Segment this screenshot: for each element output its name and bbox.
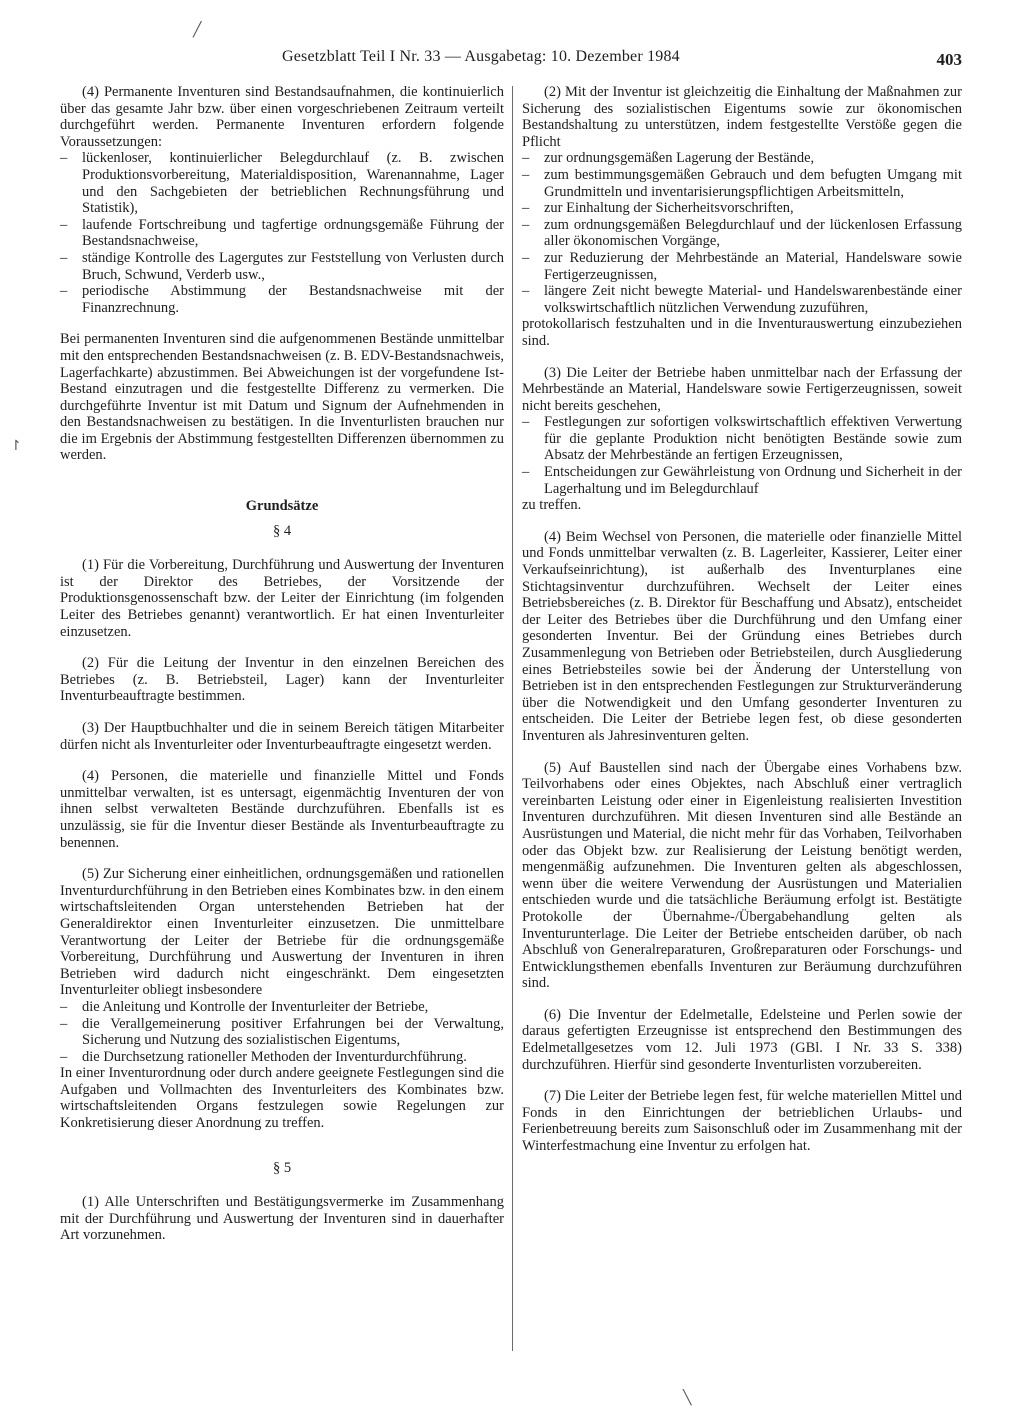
page-number: 403	[936, 50, 962, 69]
list-item: – ständige Kontrolle des Lagergutes zur Feststellung von Verlusten durch Bruch, Schwund, Verderb usw.,	[60, 250, 504, 283]
section-number-5: § 5	[272, 1159, 292, 1176]
list-item: – laufende Fortschreibung und tagfertige ordnungsgemäße Führung der Bestandsnachweise,	[60, 217, 504, 250]
inventory-lead-duties-list	[60, 999, 504, 1065]
paragraph-s5-1: (1) Alle Unterschriften und Bestätigungsvermerke im Zusammenhang mit der Durchführung und Auswertung der Inventuren sind in dauerhafter Art vorzunehmen.	[60, 1194, 504, 1244]
list-item: – zum ordnungsgemäßen Belegdurchlauf und der lückenlosen Erfassung aller ökonomischen Vorgänge,	[522, 217, 962, 250]
list-item: – die Anleitung und Kontrolle der Inventurleiter der Betriebe,	[60, 999, 504, 1016]
scan-speck-mark: ╱	[193, 22, 202, 38]
list-item: – zur Einhaltung der Sicherheitsvorschriften,	[522, 200, 962, 217]
paragraph-s4-4: (4) Personen, die materielle und finanzielle Mittel und Fonds unmittelbar verwalten, ist es untersagt, eigenmächtig Inventuren der von ihnen selbst verwalteten Bestände durchzuführen. Ebenfalls ist es unzulässig, sie für die Inventur dieser Bestände als Inventurbeauftragte zu benennen.	[60, 768, 504, 851]
paragraph-s4-5: (5) Zur Sicherung einer einheitlichen, ordnungsgemäßen und rationellen Inventurdurchführung in den Betrieben eines Kombinates bzw. in den einem wirtschaftsleitenden Organ unterstehenden Betrieben hat der Generaldirektor einen Inventurleiter einzusetzen. Die unmittelbare Verantwortung der Leiter der Betriebe für die ordnungsgemäße Vorbereitung, Durchführung und Auswertung der Inventuren in ihren Betrieben wird dadurch nicht eingeschränkt. Dem eingesetzten Inventurleiter obliegt insbesondere	[60, 866, 504, 999]
paragraph-2-intro: (2) Mit der Inventur ist gleichzeitig die Einhaltung der Maßnahmen zur Sicherung des sozialistischen Eigentums sowie zur ökonomischen Bestandshaltung zu unterstützen, indem festgestellte Verstöße gegen die Pflicht	[522, 84, 962, 150]
list-item: – längere Zeit nicht bewegte Material- und Handelswarenbestände einer volkswirtschaftlich nützlichen Verwendung zuzuführen,	[522, 283, 962, 316]
paragraph-3-closing: zu treffen.	[522, 497, 582, 514]
paragraph-4-intro: (4) Permanente Inventuren sind Bestandsaufnahmen, die kontinuierlich über das gesamte Jahr bzw. über einen vorgeschriebenen Zeitraum verteilt durchgeführt werden. Permanente Inventuren erfordern folgende Voraussetzungen:	[60, 84, 504, 150]
paragraph-3-intro: (3) Die Leiter der Betriebe haben unmittelbar nach der Erfassung der Mehrbestände an Material, Handelsware sowie Fertigerzeugnissen, soweit nicht bereits geschehen,	[522, 364, 962, 414]
paragraph-s4-1: (1) Für die Vorbereitung, Durchführung und Auswertung der Inventuren ist der Direktor des Betriebes, der Vorsitzende der Produktionsgenossenschaft bzw. der Leiter der Einrichtung (im folgenden Leiter des Betriebes genannt) verantwortlich. Er hat einen Inventurleiter einzusetzen.	[60, 557, 504, 640]
list-item: – die Durchsetzung rationeller Methoden der Inventurdurchführung.	[60, 1049, 504, 1066]
prerequisites-list	[60, 150, 504, 316]
section-heading-grundsaetze: Grundsätze	[245, 498, 319, 515]
paragraph-2-closing: protokollarisch festzuhalten und in die Inventurauswertung einzubeziehen sind.	[522, 316, 962, 349]
scan-bottom-mark: ╲	[683, 1390, 692, 1406]
gazette-title: Gesetzblatt Teil I Nr. 33 — Ausgabetag: 10. Dezember 1984	[282, 48, 680, 65]
list-item: – Festlegungen zur sofortigen volkswirtschaftlich effektiven Verwertung für die geplante Produktion nicht benötigten Bestände sowie zum Absatz der Mehrbestände an fertigen Erzeugnissen,	[522, 414, 962, 464]
left-column	[60, 84, 504, 1259]
paragraph-6-precious-metals: (6) Die Inventur der Edelmetalle, Edelsteine und Perlen sowie der daraus gefertigten Erzeugnisse ist entsprechend den Bestimmungen des Edelmetallgesetzes vom 12. Juli 1973 (GBl. I Nr. 33 S. 338) durchzuführen. Hierfür sind gesonderte Inventurlisten vorzubereiten.	[522, 1006, 962, 1073]
violations-list	[522, 150, 962, 316]
paragraph-s4-2: (2) Für die Leitung der Inventur in den einzelnen Bereichen des Betriebes (z. B. Betriebsteil, Lager) kann der Inventurleiter Inventurbeauftragte bestimmen.	[60, 655, 504, 705]
list-item: – zur ordnungsgemäßen Lagerung der Bestände,	[522, 150, 962, 167]
column-divider	[512, 86, 513, 1351]
list-item: – die Verallgemeinerung positiver Erfahrungen bei der Verwaltung, Sicherung und Nutzung des sozialistischen Eigentums,	[60, 1016, 504, 1049]
paragraph-4-personnel-change: (4) Beim Wechsel von Personen, die materielle oder finanzielle Mittel und Fonds unmittelbar verwalten (z. B. Lagerleiter, Kassierer, Leiter einer Verkaufseinrichtung), ist außerhalb des Inventurplanes eine Stichtagsinventur durchzuführen. Wechselt der Leiter eines Betriebsbereiches (z. B. Direktor für Beschaffung und Absatz), entscheidet der Leiter des Betriebes über die Durchführung und den Umfang einer gesonderten Inventur. Bei der Gründung eines Betriebes durch Zusammenlegung von Betrieben oder Betriebsteilen, durch Ausgliederung eines Betriebsteiles sowie bei der Änderung der Unterstellung von Betrieben ist in den entsprechenden Festlegungen zur Strukturveränderung über die Notwendigkeit und den Umfang gesonderter Inventuren zu entscheiden. Die Leiter der Betriebe legen fest, ob diese gesonderten Inventuren als Jahresinventuren gelten.	[522, 528, 962, 744]
paragraph-s4-5-closing: In einer Inventurordnung oder durch andere geeignete Festlegungen sind die Aufgaben und Vollmachten des Inventurleiters des Kombinates bzw. wirtschaftsleitenden Organs festzulegen sowie Regelungen zur Konkretisierung dieser Anordnung zu treffen.	[60, 1065, 504, 1132]
list-item: – zur Reduzierung der Mehrbestände an Material, Handelsware sowie Fertigerzeugnissen,	[522, 250, 962, 283]
list-item: – periodische Abstimmung der Bestandsnachweise mit der Finanzrechnung.	[60, 283, 504, 316]
paragraph-7-holiday-facilities: (7) Die Leiter der Betriebe legen fest, für welche materiellen Mittel und Fonds in den Einrichtungen der betrieblichen Urlaubs- und Ferienbetreuung bereits zum Saisonschluß oder im Zusammenhang mit der Winterfestmachung eine Inventur zu erfolgen hat.	[522, 1088, 962, 1155]
list-item: – zum bestimmungsgemäßen Gebrauch und dem befugten Umgang mit Grundmitteln und inventarisierungspflichtigen Arbeitsmitteln,	[522, 167, 962, 200]
list-item: – lückenloser, kontinuierlicher Belegdurchlauf (z. B. zwischen Produktionsvorbereitung, Materialdisposition, Warenannahme, Lager und den Sachgebieten der betrieblichen Rechnungsführung und Statistik),	[60, 150, 504, 216]
list-item: – Entscheidungen zur Gewährleistung von Ordnung und Sicherheit in der Lagerhaltung und im Belegdurchlauf	[522, 464, 962, 497]
paragraph-s4-3: (3) Der Hauptbuchhalter und die in seinem Bereich tätigen Mitarbeiter dürfen nicht als Inventurleiter oder Inventurbeauftragte eingesetzt werden.	[60, 720, 504, 753]
scan-margin-mark: ↾	[10, 438, 22, 454]
section-number-4: § 4	[272, 522, 292, 539]
right-column	[522, 84, 962, 1170]
decisions-list	[522, 414, 962, 497]
paragraph-5-construction-sites: (5) Auf Baustellen sind nach der Übergabe eines Vorhabens bzw. Teilvorhabens oder eines Objektes, nach Abschluß einer vertraglich vereinbarten Leistung oder einer in Eigenleistung realisierten Investition Inventuren durchzuführen. Mit diesen Inventuren sind alle Bestände an Ausrüstungen und Material, die nicht mehr für das Vorhaben, Teilvorhaben oder das Objekt bzw. zur Realisierung der Leistung benötigt werden, mengenmäßig aufzunehmen. Die Inventuren gelten als abgeschlossen, wenn über die weitere Verwendung der Ausrüstungen und Materialien entschieden wurde und die tatsächliche Beräumung erfolgt ist. Bestätigte Protokolle der Übernahme-/Übergabehandlung gelten als Inventurunterlage. Die Leiter der Betriebe entscheiden darüber, ob nach Abschluß von Generalreparaturen, Großreparaturen oder Forschungs- und Entwicklungsthemen ebenfalls Inventuren zur Beräumung durchzuführen sind.	[522, 759, 962, 992]
page-header	[282, 48, 962, 74]
paragraph-4-closing: Bei permanenten Inventuren sind die aufgenommenen Bestände unmittelbar mit den entsprechenden Bestandsnachweisen (z. B. EDV-Bestandsnachweis, Lagerfachkarte) abzustimmen. Bei Abweichungen ist der vorgefundene Ist-Bestand einzutragen und die festgestellte Differenz zu vermerken. Die durchgeführte Inventur ist mit Datum und Signum der Aufnehmenden in den Bestandsnachweisen zu bestätigen. In die Inventurlisten brauchen nur die im Ergebnis der Abstimmung festgestellten Differenzen übernommen zu werden.	[60, 331, 504, 464]
